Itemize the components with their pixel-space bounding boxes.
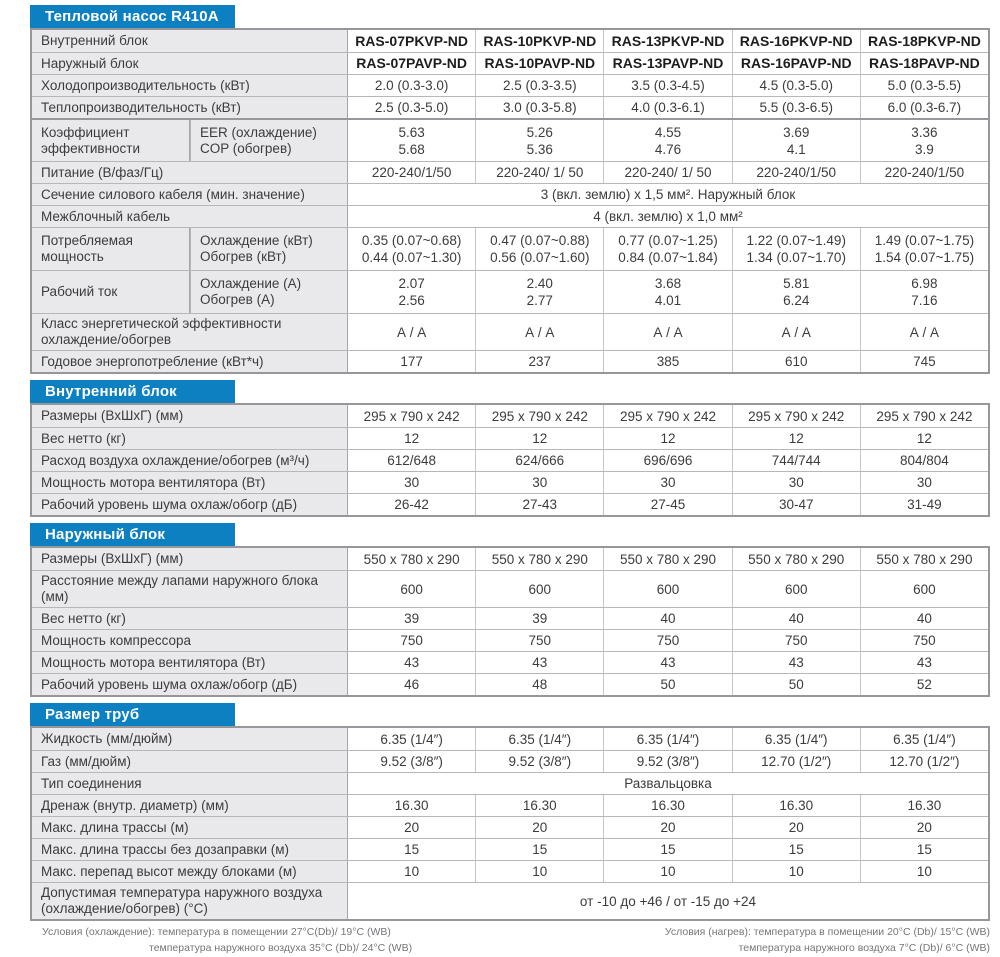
- spec-value: 30: [860, 472, 988, 493]
- spec-value: 43: [603, 652, 731, 673]
- conditions-notes: [30, 925, 990, 957]
- spec-value: 612/648: [348, 450, 475, 471]
- spec-value: 550 x 780 x 290: [603, 548, 731, 570]
- spec-value-span: от -10 до +46 / от -15 до +24: [348, 883, 988, 919]
- spec-value: 745: [860, 351, 988, 372]
- spec-value: 2.07 2.56: [348, 271, 475, 313]
- spec-value: 6.35 (1/4″): [732, 728, 860, 750]
- row-label: Мощность мотора вентилятора (Вт): [32, 472, 348, 493]
- spec-value: 20: [603, 817, 731, 838]
- table-row: [32, 427, 988, 449]
- row-label: Мощность мотора вентилятора (Вт): [32, 652, 348, 673]
- row-label: Мощность компрессора: [32, 630, 348, 651]
- spec-value: 295 x 790 x 242: [475, 405, 603, 427]
- row-label: Расстояние между лапами наружного блока (мм): [32, 571, 348, 607]
- row-label: Межблочный кабель: [32, 206, 348, 227]
- table-row: [32, 728, 988, 750]
- spec-value: 2.0 (0.3-3.0): [348, 75, 475, 96]
- row-label: Макс. перепад высот между блоками (м): [32, 861, 348, 882]
- model-name: RAS-18PKVP-ND: [860, 30, 988, 52]
- section-header: [30, 703, 235, 726]
- spec-value: 20: [348, 817, 475, 838]
- conditions-note-heating: [665, 925, 990, 957]
- spec-value: 610: [732, 351, 860, 372]
- spec-value: 30-47: [732, 494, 860, 515]
- spec-table: [30, 726, 990, 921]
- spec-value: 385: [603, 351, 731, 372]
- spec-value: 600: [603, 571, 731, 607]
- row-sublabel: Охлаждение (А) Обогрев (А): [190, 271, 348, 313]
- spec-value: 15: [860, 839, 988, 860]
- spec-value: 550 x 780 x 290: [860, 548, 988, 570]
- spec-value: 220-240/ 1/ 50: [475, 162, 603, 183]
- spec-value: 16.30: [603, 795, 731, 816]
- spec-table: [30, 28, 990, 374]
- spec-table: [30, 546, 990, 697]
- model-name: RAS-10PAVP-ND: [475, 53, 603, 74]
- row-label: Класс энергетической эффективности охлаждение/обогрев: [32, 314, 348, 350]
- spec-value: 2.5 (0.3-3.5): [475, 75, 603, 96]
- spec-value: 2.5 (0.3-5.0): [348, 97, 475, 118]
- table-row: [32, 205, 988, 227]
- spec-value: 9.52 (3/8″): [348, 751, 475, 772]
- heating-conditions-line2: температура наружного воздуха 7°C (Db)/ 6°C (WB): [738, 941, 990, 954]
- spec-value: 48: [475, 674, 603, 695]
- spec-value: 220-240/1/50: [860, 162, 988, 183]
- section-header: [30, 523, 235, 546]
- row-sublabel: Охлаждение (кВт) Обогрев (кВт): [190, 228, 348, 270]
- row-label: Внутренний блок: [32, 30, 348, 52]
- spec-value: 16.30: [475, 795, 603, 816]
- spec-value: 5.5 (0.3-6.5): [732, 97, 860, 118]
- spec-value: 6.98 7.16: [860, 271, 988, 313]
- spec-value: 220-240/1/50: [732, 162, 860, 183]
- spec-value: 12.70 (1/2″): [860, 751, 988, 772]
- spec-value: 30: [732, 472, 860, 493]
- spec-value: 6.35 (1/4″): [348, 728, 475, 750]
- table-row: [32, 548, 988, 570]
- model-name: RAS-07PKVP-ND: [348, 30, 475, 52]
- table-row: [32, 161, 988, 183]
- spec-value: А / А: [348, 314, 475, 350]
- spec-value: 177: [348, 351, 475, 372]
- row-label: Тип соединения: [32, 773, 348, 794]
- table-row: [32, 651, 988, 673]
- spec-value: 624/666: [475, 450, 603, 471]
- table-row: [32, 750, 988, 772]
- row-label: Коэффициент эффективности: [32, 120, 190, 161]
- spec-value: 9.52 (3/8″): [603, 751, 731, 772]
- model-name: RAS-18PAVP-ND: [860, 53, 988, 74]
- spec-value: 295 x 790 x 242: [603, 405, 731, 427]
- row-sublabel: EER (охлаждение) COP (обогрев): [190, 120, 348, 161]
- spec-value: 43: [348, 652, 475, 673]
- spec-value: 16.30: [348, 795, 475, 816]
- spec-value: 15: [603, 839, 731, 860]
- spec-value: 5.0 (0.3-5.5): [860, 75, 988, 96]
- row-label: Рабочий уровень шума охлаж/обогр (дБ): [32, 494, 348, 515]
- spec-value: 12: [348, 428, 475, 449]
- spec-value: 16.30: [860, 795, 988, 816]
- spec-value: 15: [475, 839, 603, 860]
- table-row: [32, 607, 988, 629]
- spec-value: 40: [860, 608, 988, 629]
- model-name: RAS-10PKVP-ND: [475, 30, 603, 52]
- spec-value: 4.5 (0.3-5.0): [732, 75, 860, 96]
- row-label: Макс. длина трассы без дозаправки (м): [32, 839, 348, 860]
- table-row: [32, 794, 988, 816]
- model-name: RAS-13PAVP-ND: [603, 53, 731, 74]
- spec-value-span: 4 (вкл. землю) х 1,0 мм²: [348, 206, 988, 227]
- table-row: [32, 118, 988, 161]
- spec-value: 4.55 4.76: [603, 120, 731, 161]
- row-label: Сечение силового кабеля (мин. значение): [32, 184, 348, 205]
- spec-value: 5.63 5.68: [348, 120, 475, 161]
- spec-value: 750: [348, 630, 475, 651]
- model-name: RAS-16PKVP-ND: [732, 30, 860, 52]
- table-row: [32, 270, 988, 313]
- spec-value: 0.47 (0.07~0.88) 0.56 (0.07~1.60): [475, 228, 603, 270]
- row-label: Рабочий ток: [32, 271, 190, 313]
- spec-value: 10: [348, 861, 475, 882]
- spec-value: 12: [732, 428, 860, 449]
- table-row: [32, 74, 988, 96]
- spec-value: 10: [475, 861, 603, 882]
- spec-value: 6.35 (1/4″): [860, 728, 988, 750]
- section-title: Внутренний блок: [45, 383, 177, 400]
- spec-value: 12.70 (1/2″): [732, 751, 860, 772]
- spec-sheet: [30, 5, 990, 957]
- spec-value: 46: [348, 674, 475, 695]
- row-label: Теплопроизводительность (кВт): [32, 97, 348, 118]
- cooling-conditions-line2: температура наружного воздуха 35°C (Db)/ 24°C (WB): [149, 941, 413, 954]
- table-row: [32, 350, 988, 372]
- spec-value: 6.35 (1/4″): [603, 728, 731, 750]
- spec-value: 295 x 790 x 242: [860, 405, 988, 427]
- spec-value: 30: [348, 472, 475, 493]
- table-row: [32, 838, 988, 860]
- spec-value: 5.81 6.24: [732, 271, 860, 313]
- table-row: [32, 816, 988, 838]
- row-label: Вес нетто (кг): [32, 608, 348, 629]
- table-row: [32, 629, 988, 651]
- spec-value: 30: [603, 472, 731, 493]
- spec-value: 0.77 (0.07~1.25) 0.84 (0.07~1.84): [603, 228, 731, 270]
- spec-value: 5.26 5.36: [475, 120, 603, 161]
- spec-value: 1.49 (0.07~1.75) 1.54 (0.07~1.75): [860, 228, 988, 270]
- spec-value: 600: [860, 571, 988, 607]
- spec-value: 3.69 4.1: [732, 120, 860, 161]
- row-label: Макс. длина трассы (м): [32, 817, 348, 838]
- section-title: Тепловой насос R410A: [45, 8, 219, 25]
- model-name: RAS-13PKVP-ND: [603, 30, 731, 52]
- spec-value: 6.0 (0.3-6.7): [860, 97, 988, 118]
- table-row: [32, 471, 988, 493]
- spec-value: 600: [732, 571, 860, 607]
- row-label: Рабочий уровень шума охлаж/обогр (дБ): [32, 674, 348, 695]
- spec-value: 600: [348, 571, 475, 607]
- spec-value: 600: [475, 571, 603, 607]
- spec-value: 43: [860, 652, 988, 673]
- spec-table: [30, 403, 990, 517]
- spec-value: 50: [732, 674, 860, 695]
- spec-value: 39: [475, 608, 603, 629]
- conditions-note-cooling: [30, 925, 412, 957]
- spec-value: 804/804: [860, 450, 988, 471]
- row-label: Дренаж (внутр. диаметр) (мм): [32, 795, 348, 816]
- spec-value: А / А: [732, 314, 860, 350]
- spec-value: 3.5 (0.3-4.5): [603, 75, 731, 96]
- spec-value: 3.68 4.01: [603, 271, 731, 313]
- spec-value: А / А: [603, 314, 731, 350]
- spec-value: 2.40 2.77: [475, 271, 603, 313]
- spec-value: 3.36 3.9: [860, 120, 988, 161]
- table-row: [32, 673, 988, 695]
- spec-value: 10: [603, 861, 731, 882]
- spec-value: 40: [603, 608, 731, 629]
- spec-value: 27-43: [475, 494, 603, 515]
- row-label: Вес нетто (кг): [32, 428, 348, 449]
- row-label: Потребляемая мощность: [32, 228, 190, 270]
- row-label: Холодопроизводительность (кВт): [32, 75, 348, 96]
- heating-conditions-line1: Условия (нагрев): температура в помещении 20°C (Db)/ 15°C (WB): [664, 926, 990, 938]
- spec-value: 30: [475, 472, 603, 493]
- row-label: Годовое энергопотребление (кВт*ч): [32, 351, 348, 372]
- spec-value: 750: [732, 630, 860, 651]
- cooling-conditions-line1: Условия (охлаждение): температура в помещении 27°C(Db)/ 19°C (WB): [42, 926, 391, 938]
- model-name: RAS-07PAVP-ND: [348, 53, 475, 74]
- spec-value: 1.22 (0.07~1.49) 1.34 (0.07~1.70): [732, 228, 860, 270]
- section-title: Наружный блок: [45, 526, 166, 543]
- row-label: Жидкость (мм/дюйм): [32, 728, 348, 750]
- spec-value: 50: [603, 674, 731, 695]
- section-title: Размер труб: [45, 706, 140, 723]
- spec-value: 43: [732, 652, 860, 673]
- table-row: [32, 52, 988, 74]
- spec-value: 696/696: [603, 450, 731, 471]
- table-row: [32, 227, 988, 270]
- spec-value: 26-42: [348, 494, 475, 515]
- spec-value: 744/744: [732, 450, 860, 471]
- row-label: Питание (В/фаз/Гц): [32, 162, 348, 183]
- row-label: Допустимая температура наружного воздуха (охлаждение/обогрев) (°C): [32, 883, 348, 919]
- spec-value: 237: [475, 351, 603, 372]
- spec-value: А / А: [475, 314, 603, 350]
- spec-value: 12: [475, 428, 603, 449]
- section-header: [30, 380, 235, 403]
- spec-value: 750: [475, 630, 603, 651]
- spec-value: 4.0 (0.3-6.1): [603, 97, 731, 118]
- table-row: [32, 493, 988, 515]
- spec-value: 39: [348, 608, 475, 629]
- spec-value: 295 x 790 x 242: [348, 405, 475, 427]
- table-row: [32, 882, 988, 919]
- spec-value-span: Развальцовка: [348, 773, 988, 794]
- spec-value: 9.52 (3/8″): [475, 751, 603, 772]
- row-label: Размеры (ВхШхГ) (мм): [32, 548, 348, 570]
- spec-value: 550 x 780 x 290: [475, 548, 603, 570]
- table-row: [32, 183, 988, 205]
- spec-value: 15: [732, 839, 860, 860]
- row-label: Наружный блок: [32, 53, 348, 74]
- table-row: [32, 860, 988, 882]
- spec-value: 550 x 780 x 290: [732, 548, 860, 570]
- spec-value-span: 3 (вкл. землю) х 1,5 мм². Наружный блок: [348, 184, 988, 205]
- spec-value: 0.35 (0.07~0.68) 0.44 (0.07~1.30): [348, 228, 475, 270]
- spec-tables: [30, 5, 990, 921]
- spec-value: 220-240/1/50: [348, 162, 475, 183]
- table-row: [32, 405, 988, 427]
- spec-value: 550 x 780 x 290: [348, 548, 475, 570]
- spec-value: 27-45: [603, 494, 731, 515]
- spec-value: 6.35 (1/4″): [475, 728, 603, 750]
- spec-value: 750: [603, 630, 731, 651]
- table-row: [32, 449, 988, 471]
- spec-value: 20: [475, 817, 603, 838]
- row-label: Расход воздуха охлаждение/обогрев (м³/ч): [32, 450, 348, 471]
- spec-value: 52: [860, 674, 988, 695]
- spec-value: 750: [860, 630, 988, 651]
- spec-value: 220-240/ 1/ 50: [603, 162, 731, 183]
- section-header: [30, 5, 235, 28]
- spec-value: 16.30: [732, 795, 860, 816]
- spec-value: 10: [860, 861, 988, 882]
- table-row: [32, 313, 988, 350]
- row-label: Газ (мм/дюйм): [32, 751, 348, 772]
- spec-value: 10: [732, 861, 860, 882]
- table-row: [32, 96, 988, 118]
- table-row: [32, 772, 988, 794]
- table-row: [32, 570, 988, 607]
- spec-value: А / А: [860, 314, 988, 350]
- spec-value: 43: [475, 652, 603, 673]
- row-label: Размеры (ВхШхГ) (мм): [32, 405, 348, 427]
- table-row: [32, 30, 988, 52]
- spec-value: 295 x 790 x 242: [732, 405, 860, 427]
- model-name: RAS-16PAVP-ND: [732, 53, 860, 74]
- spec-value: 15: [348, 839, 475, 860]
- spec-value: 20: [732, 817, 860, 838]
- spec-value: 20: [860, 817, 988, 838]
- spec-value: 40: [732, 608, 860, 629]
- spec-value: 3.0 (0.3-5.8): [475, 97, 603, 118]
- spec-value: 12: [860, 428, 988, 449]
- spec-value: 12: [603, 428, 731, 449]
- spec-value: 31-49: [860, 494, 988, 515]
